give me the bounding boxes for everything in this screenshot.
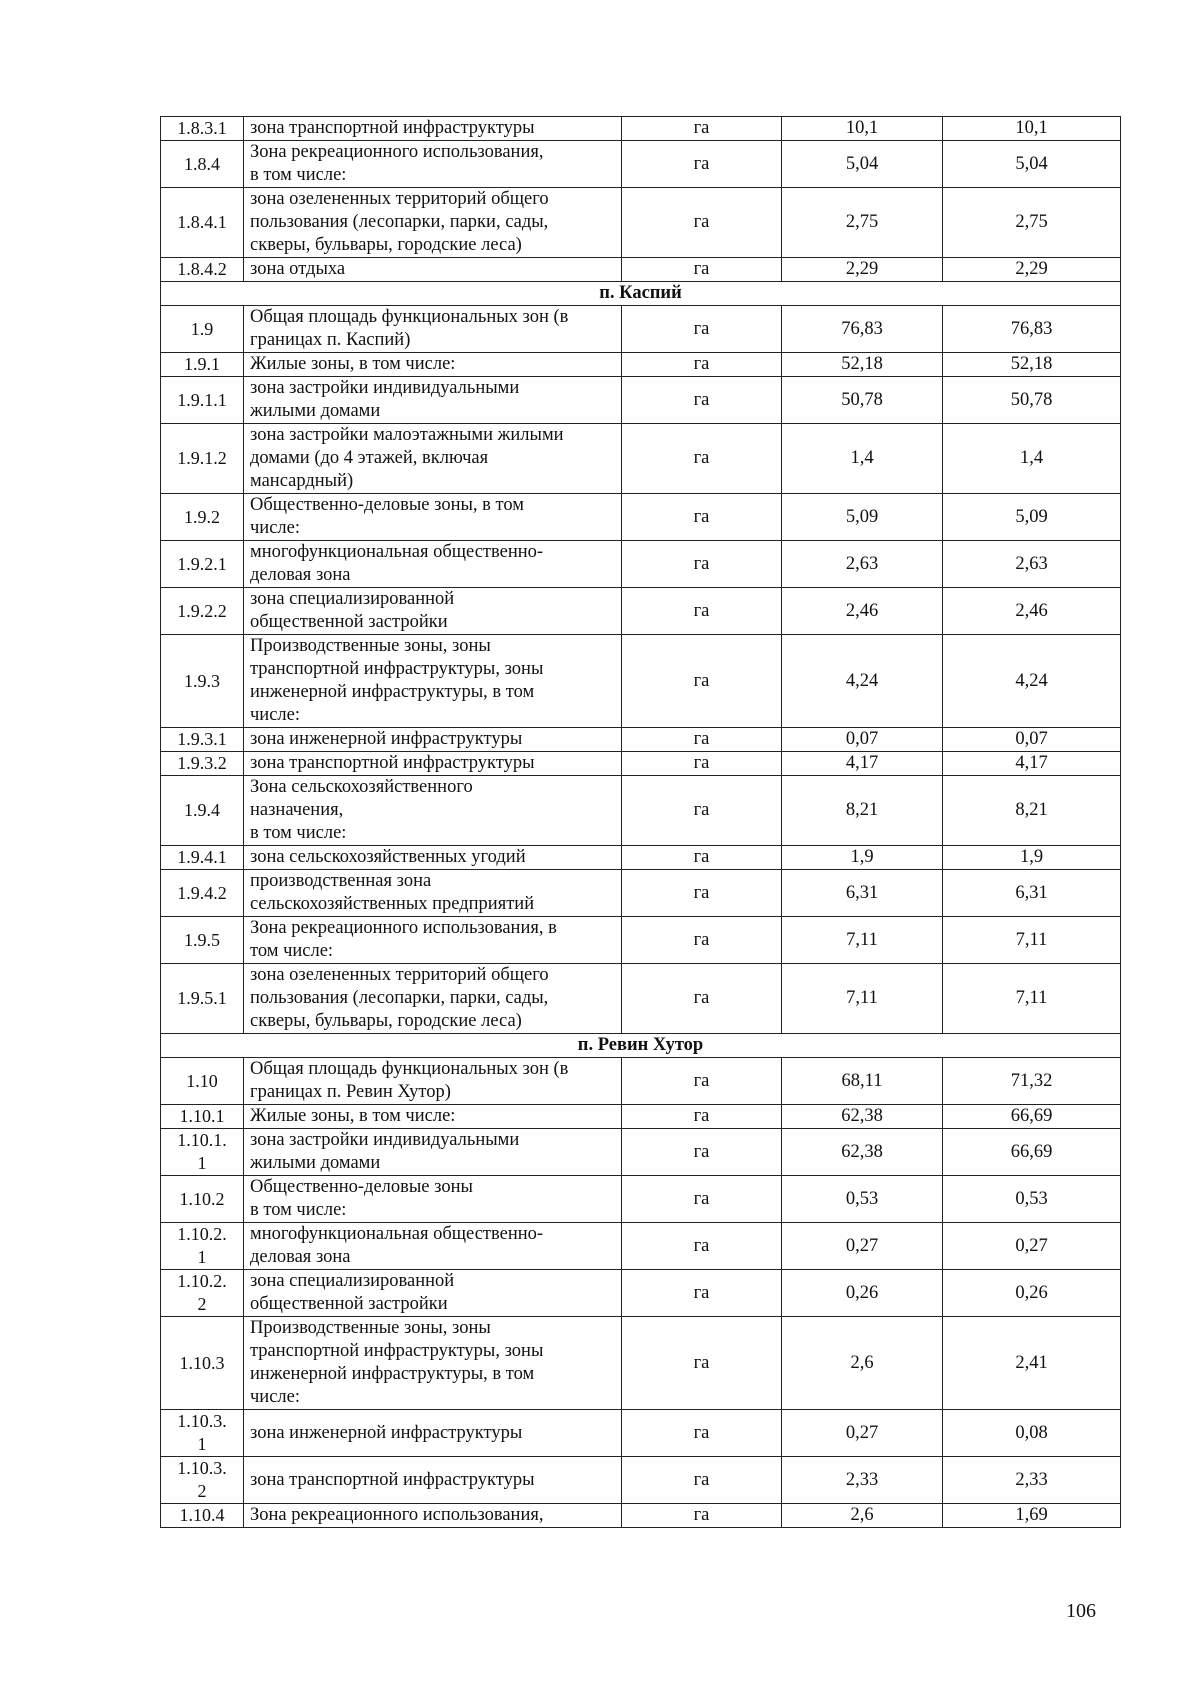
value-current: 62,38 (782, 1105, 943, 1129)
value-current: 2,75 (782, 188, 943, 258)
value-planned: 1,4 (943, 424, 1121, 494)
zone-name: Общественно-деловые зоны в том числе: (244, 1176, 622, 1223)
value-current: 2,46 (782, 588, 943, 635)
zones-table-body (161, 117, 1121, 1528)
unit-cell: га (622, 1058, 782, 1105)
value-planned: 2,46 (943, 588, 1121, 635)
row-number: 1.10.3 (161, 1317, 244, 1410)
unit-cell: га (622, 1317, 782, 1410)
zone-name: зона сельскохозяйственных угодий (244, 846, 622, 870)
value-planned: 5,04 (943, 141, 1121, 188)
table-row (161, 353, 1121, 377)
value-planned: 0,53 (943, 1176, 1121, 1223)
value-current: 7,11 (782, 964, 943, 1034)
value-current: 10,1 (782, 117, 943, 141)
value-planned: 7,11 (943, 964, 1121, 1034)
row-number: 1.10.4 (161, 1504, 244, 1528)
section-header-row (161, 282, 1121, 306)
zone-name: зона инженерной инфраструктуры (244, 728, 622, 752)
zone-name: Зона рекреационного использования, (244, 1504, 622, 1528)
value-current: 2,6 (782, 1317, 943, 1410)
row-number: 1.10.2. 1 (161, 1223, 244, 1270)
value-planned: 4,17 (943, 752, 1121, 776)
unit-cell: га (622, 1176, 782, 1223)
value-current: 2,29 (782, 258, 943, 282)
unit-cell: га (622, 353, 782, 377)
table-row (161, 494, 1121, 541)
unit-cell: га (622, 846, 782, 870)
unit-cell: га (622, 1105, 782, 1129)
row-number: 1.9.1 (161, 353, 244, 377)
value-planned: 1,9 (943, 846, 1121, 870)
row-number: 1.8.4.2 (161, 258, 244, 282)
table-row (161, 1129, 1121, 1176)
row-number: 1.10.2. 2 (161, 1270, 244, 1317)
row-number: 1.9.2.2 (161, 588, 244, 635)
value-current: 0,27 (782, 1410, 943, 1457)
row-number: 1.10.1 (161, 1105, 244, 1129)
unit-cell: га (622, 117, 782, 141)
unit-cell: га (622, 1410, 782, 1457)
unit-cell: га (622, 870, 782, 917)
zone-name: зона инженерной инфраструктуры (244, 1410, 622, 1457)
unit-cell: га (622, 141, 782, 188)
row-number: 1.9.5 (161, 917, 244, 964)
zone-name: зона транспортной инфраструктуры (244, 752, 622, 776)
row-number: 1.9.5.1 (161, 964, 244, 1034)
table-row (161, 141, 1121, 188)
value-planned: 66,69 (943, 1129, 1121, 1176)
row-number: 1.8.4.1 (161, 188, 244, 258)
row-number: 1.9.3.2 (161, 752, 244, 776)
row-number: 1.9 (161, 306, 244, 353)
value-planned: 2,29 (943, 258, 1121, 282)
row-number: 1.10.3. 2 (161, 1457, 244, 1504)
zone-name: зона специализированной общественной застройки (244, 588, 622, 635)
value-planned: 7,11 (943, 917, 1121, 964)
row-number: 1.10.1. 1 (161, 1129, 244, 1176)
section-title: п. Каспий (161, 282, 1121, 306)
zone-name: Жилые зоны, в том числе: (244, 353, 622, 377)
table-row (161, 188, 1121, 258)
unit-cell: га (622, 258, 782, 282)
unit-cell: га (622, 188, 782, 258)
value-planned: 2,63 (943, 541, 1121, 588)
value-planned: 10,1 (943, 117, 1121, 141)
table-row (161, 1317, 1121, 1410)
unit-cell: га (622, 1504, 782, 1528)
value-planned: 50,78 (943, 377, 1121, 424)
zone-name: Общая площадь функциональных зон (в границах п. Ревин Хутор) (244, 1058, 622, 1105)
row-number: 1.9.3 (161, 635, 244, 728)
value-current: 76,83 (782, 306, 943, 353)
table-row (161, 752, 1121, 776)
zone-name: Зона рекреационного использования, в том числе: (244, 141, 622, 188)
value-current: 52,18 (782, 353, 943, 377)
value-planned: 2,33 (943, 1457, 1121, 1504)
zone-name: зона застройки индивидуальными жилыми домами (244, 377, 622, 424)
table-row (161, 377, 1121, 424)
zone-name: Общая площадь функциональных зон (в границах п. Каспий) (244, 306, 622, 353)
table-row (161, 964, 1121, 1034)
table-row (161, 917, 1121, 964)
zone-name: Жилые зоны, в том числе: (244, 1105, 622, 1129)
table-row (161, 306, 1121, 353)
zone-name: зона застройки малоэтажными жилыми домами (до 4 этажей, включая мансардный) (244, 424, 622, 494)
unit-cell: га (622, 964, 782, 1034)
unit-cell: га (622, 728, 782, 752)
value-current: 50,78 (782, 377, 943, 424)
value-planned: 0,07 (943, 728, 1121, 752)
value-planned: 0,27 (943, 1223, 1121, 1270)
value-current: 2,6 (782, 1504, 943, 1528)
zone-name: зона застройки индивидуальными жилыми домами (244, 1129, 622, 1176)
value-planned: 66,69 (943, 1105, 1121, 1129)
zone-name: Зона сельскохозяйственного назначения, в том числе: (244, 776, 622, 846)
table-row (161, 846, 1121, 870)
unit-cell: га (622, 541, 782, 588)
table-row (161, 1457, 1121, 1504)
row-number: 1.8.4 (161, 141, 244, 188)
table-row (161, 1410, 1121, 1457)
zone-name: зона озелененных территорий общего пользования (лесопарки, парки, сады, скверы, бульвары, городские леса) (244, 964, 622, 1034)
unit-cell: га (622, 424, 782, 494)
row-number: 1.9.2.1 (161, 541, 244, 588)
value-current: 0,26 (782, 1270, 943, 1317)
value-current: 0,27 (782, 1223, 943, 1270)
value-current: 5,04 (782, 141, 943, 188)
value-current: 5,09 (782, 494, 943, 541)
table-row (161, 541, 1121, 588)
unit-cell: га (622, 1129, 782, 1176)
row-number: 1.9.1.2 (161, 424, 244, 494)
table-row (161, 588, 1121, 635)
table-row (161, 1176, 1121, 1223)
value-planned: 0,26 (943, 1270, 1121, 1317)
value-current: 7,11 (782, 917, 943, 964)
unit-cell: га (622, 917, 782, 964)
row-number: 1.9.1.1 (161, 377, 244, 424)
table-row (161, 728, 1121, 752)
unit-cell: га (622, 1457, 782, 1504)
value-planned: 1,69 (943, 1504, 1121, 1528)
table-row (161, 258, 1121, 282)
value-planned: 0,08 (943, 1410, 1121, 1457)
unit-cell: га (622, 494, 782, 541)
row-number: 1.9.4 (161, 776, 244, 846)
row-number: 1.10 (161, 1058, 244, 1105)
table-row (161, 1058, 1121, 1105)
value-current: 1,9 (782, 846, 943, 870)
value-current: 1,4 (782, 424, 943, 494)
row-number: 1.9.2 (161, 494, 244, 541)
unit-cell: га (622, 752, 782, 776)
zone-name: Зона рекреационного использования, в том числе: (244, 917, 622, 964)
table-row (161, 635, 1121, 728)
zone-name: производственная зона сельскохозяйственных предприятий (244, 870, 622, 917)
table-row (161, 1223, 1121, 1270)
table-row (161, 117, 1121, 141)
zone-name: Производственные зоны, зоны транспортной инфраструктуры, зоны инженерной инфраструктуры, в том числе: (244, 1317, 622, 1410)
unit-cell: га (622, 635, 782, 728)
table-row (161, 776, 1121, 846)
value-current: 2,63 (782, 541, 943, 588)
value-planned: 76,83 (943, 306, 1121, 353)
value-planned: 6,31 (943, 870, 1121, 917)
table-row (161, 870, 1121, 917)
row-number: 1.10.3. 1 (161, 1410, 244, 1457)
value-planned: 2,75 (943, 188, 1121, 258)
value-current: 0,07 (782, 728, 943, 752)
unit-cell: га (622, 377, 782, 424)
unit-cell: га (622, 588, 782, 635)
value-planned: 71,32 (943, 1058, 1121, 1105)
value-current: 8,21 (782, 776, 943, 846)
value-current: 62,38 (782, 1129, 943, 1176)
unit-cell: га (622, 1270, 782, 1317)
value-current: 68,11 (782, 1058, 943, 1105)
zone-name: зона транспортной инфраструктуры (244, 117, 622, 141)
value-current: 6,31 (782, 870, 943, 917)
row-number: 1.9.3.1 (161, 728, 244, 752)
row-number: 1.9.4.1 (161, 846, 244, 870)
value-planned: 4,24 (943, 635, 1121, 728)
zone-name: многофункциональная общественно- деловая зона (244, 541, 622, 588)
section-title: п. Ревин Хутор (161, 1034, 1121, 1058)
table-row (161, 424, 1121, 494)
zone-name: зона транспортной инфраструктуры (244, 1457, 622, 1504)
value-planned: 5,09 (943, 494, 1121, 541)
value-current: 4,24 (782, 635, 943, 728)
value-planned: 52,18 (943, 353, 1121, 377)
row-number: 1.8.3.1 (161, 117, 244, 141)
zone-name: зона специализированной общественной застройки (244, 1270, 622, 1317)
zone-name: зона отдыха (244, 258, 622, 282)
zone-name: многофункциональная общественно- деловая зона (244, 1223, 622, 1270)
unit-cell: га (622, 1223, 782, 1270)
unit-cell: га (622, 306, 782, 353)
zone-name: Общественно-деловые зоны, в том числе: (244, 494, 622, 541)
value-planned: 2,41 (943, 1317, 1121, 1410)
zones-table (160, 116, 1121, 1528)
row-number: 1.9.4.2 (161, 870, 244, 917)
zone-name: зона озелененных территорий общего пользования (лесопарки, парки, сады, скверы, бульвары, городские леса) (244, 188, 622, 258)
table-row (161, 1504, 1121, 1528)
value-current: 2,33 (782, 1457, 943, 1504)
unit-cell: га (622, 776, 782, 846)
row-number: 1.10.2 (161, 1176, 244, 1223)
table-row (161, 1270, 1121, 1317)
section-header-row (161, 1034, 1121, 1058)
value-current: 0,53 (782, 1176, 943, 1223)
value-planned: 8,21 (943, 776, 1121, 846)
table-row (161, 1105, 1121, 1129)
page-number: 106 (1066, 1600, 1096, 1622)
value-current: 4,17 (782, 752, 943, 776)
zone-name: Производственные зоны, зоны транспортной инфраструктуры, зоны инженерной инфраструктуры, в том числе: (244, 635, 622, 728)
